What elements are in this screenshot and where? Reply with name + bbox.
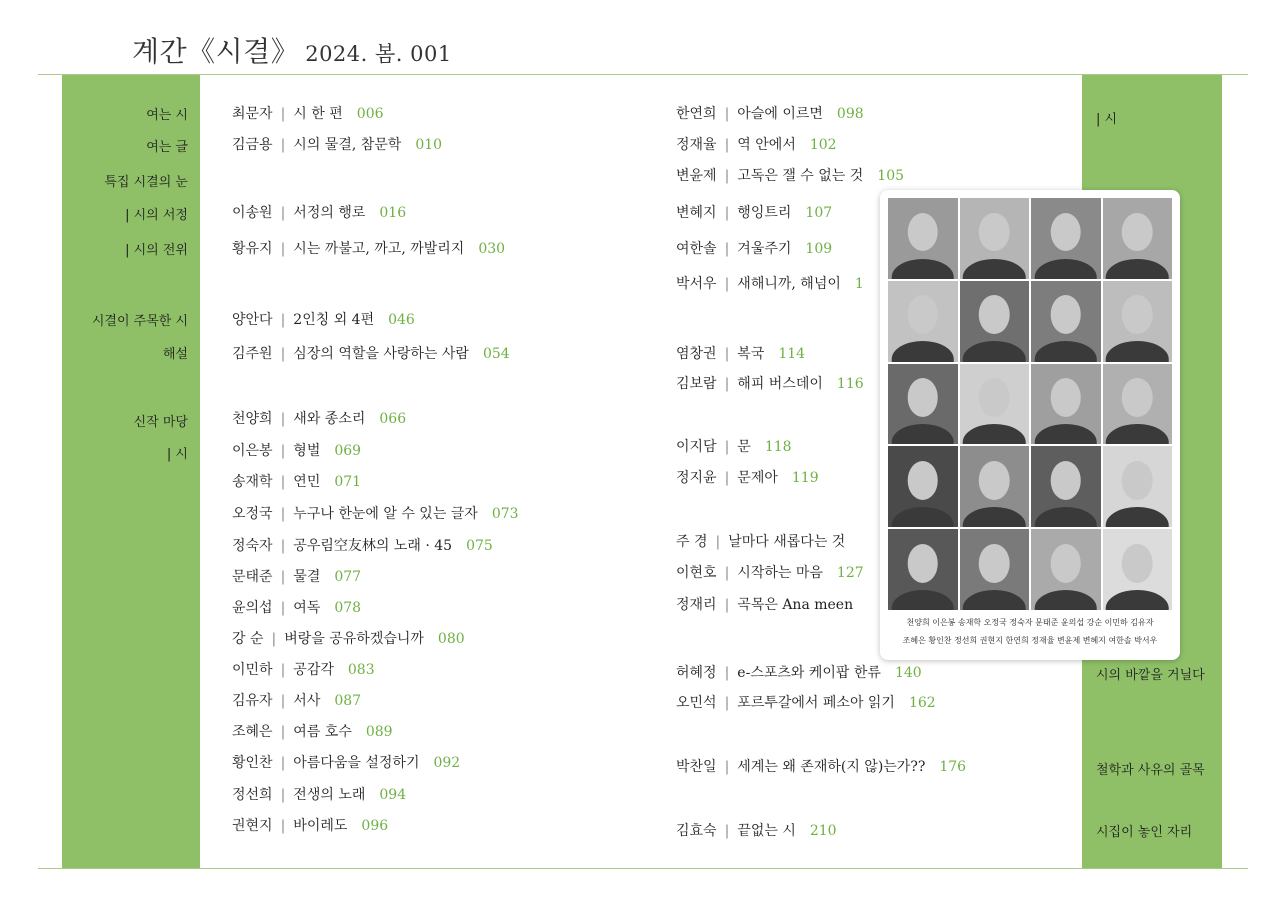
toc-title: 바이레도 [293,818,348,834]
toc-author: 천양희 [232,411,273,427]
portrait-head [979,295,1010,334]
toc-title: 시는 까불고, 까고, 까발리지 [293,241,465,257]
toc-title: 2인칭 외 4편 [293,312,375,328]
toc-separator: | [724,597,730,613]
toc-entry [676,134,837,154]
toc-page-number: 107 [805,205,833,221]
toc-separator: | [280,241,286,257]
toc-entry [676,238,832,258]
toc-page-number: 118 [764,439,792,455]
toc-page-number: 075 [466,538,493,554]
toc-separator: | [724,470,730,486]
section-label: | 시의 전위 [125,243,188,258]
portrait-body [1106,507,1169,527]
section-label: 특집 시결의 눈 [104,175,188,190]
portrait-head [1122,295,1153,334]
portrait-body [1034,259,1097,279]
toc-entry [232,238,505,258]
toc-page-number: 030 [478,241,506,257]
toc-entry [232,597,361,617]
toc-author: 김효숙 [676,823,717,839]
toc-page-number: 046 [388,312,415,328]
contributor-portrait [1103,529,1173,610]
toc-entry [232,202,406,222]
toc-author: 박찬일 [676,759,717,775]
section-label: 시집이 놓인 자리 [1096,825,1193,840]
toc-entry [676,594,867,614]
contributors-photo-card [880,190,1180,660]
toc-entry [232,103,384,123]
toc-author: 김보람 [676,376,717,392]
magazine-title: 계간《시결》 [132,35,300,68]
toc-separator: | [280,443,286,459]
toc-page-number: 077 [334,569,362,585]
toc-author: 변혜지 [676,205,717,221]
portrait-head [1122,378,1153,417]
section-label: | 시 [1096,112,1118,127]
toc-separator: | [280,662,286,678]
toc-separator: | [724,695,730,711]
contributor-portrait [1103,198,1173,279]
toc-entry [676,820,837,840]
toc-page-number: 127 [836,565,864,581]
toc-title: 벼랑을 공유하겠습니까 [284,631,424,647]
portrait-body [963,341,1026,361]
contributor-portrait [960,281,1030,362]
toc-page-number: 006 [356,106,384,122]
toc-page-number: 066 [379,411,407,427]
portrait-body [891,507,954,527]
toc-entry [232,721,393,741]
toc-entry [232,566,361,586]
toc-title: 시의 물결, 참문학 [293,137,402,153]
toc-title: 서정의 행로 [293,205,366,221]
contributor-portrait [1031,281,1101,362]
toc-entry [676,436,792,456]
toc-entry [676,662,922,682]
toc-author: 윤의섭 [232,600,273,616]
toc-separator: | [280,137,286,153]
toc-author: 오민석 [676,695,717,711]
toc-page-number: 089 [365,724,393,740]
toc-author: 최문자 [232,106,273,122]
toc-title: 공감각 [293,662,334,678]
toc-author: 송재학 [232,474,273,490]
contributor-portrait [888,198,958,279]
toc-title: 형벌 [293,443,321,459]
issue-label: 2024. 봄. 001 [305,42,452,66]
contributor-portrait [888,446,958,527]
toc-page-number: 073 [491,506,519,522]
toc-title: 여름 호수 [293,724,352,740]
section-label: 여는 시 [146,108,188,123]
portrait-body [1106,259,1169,279]
toc-page-number: 087 [334,693,362,709]
toc-page-number: 096 [361,818,389,834]
portrait-head [907,461,938,500]
toc-page-number: 114 [778,346,806,362]
portrait-body [891,590,954,610]
portrait-head [979,461,1010,500]
toc-author: 이민하 [232,662,273,678]
toc-author: 정지윤 [676,470,717,486]
toc-title: 전생의 노래 [293,787,366,803]
contributor-portrait [1103,446,1173,527]
photo-caption-line-2: 조혜은 황인찬 정선희 권현지 한연희 정재율 변윤제 변혜지 여한솔 박서우 [902,636,1158,645]
toc-author: 황인찬 [232,755,273,771]
section-label: | 시의 서정 [125,208,188,223]
toc-author: 이송원 [232,205,273,221]
toc-separator: | [280,538,286,554]
section-label: 여는 글 [146,140,188,155]
toc-page-number: 210 [809,823,837,839]
portrait-head [979,213,1010,252]
toc-author: 정재리 [676,597,717,613]
toc-separator: | [724,276,730,292]
portrait-head [1122,461,1153,500]
toc-page-number: 109 [805,241,833,257]
portrait-head [979,378,1010,417]
portrait-head [1050,378,1081,417]
toc-entry [232,690,361,710]
portrait-head [907,295,938,334]
toc-author: 양안다 [232,312,273,328]
portrait-head [1050,295,1081,334]
toc-entry [676,562,864,582]
toc-page-number: 054 [482,346,510,362]
portrait-body [1106,341,1169,361]
contributor-portrait [888,281,958,362]
section-label: 시의 바깥을 거닐다 [1096,668,1205,683]
contributor-portrait [960,446,1030,527]
toc-title: 세계는 왜 존재하(지 않)는가?? [737,759,926,775]
portrait-head [1050,544,1081,583]
toc-entry [232,408,406,428]
toc-entry [232,659,375,679]
contributor-portrait [888,364,958,445]
toc-title: 시 한 편 [293,106,343,122]
toc-title: 물결 [293,569,321,585]
toc-separator: | [280,411,286,427]
portrait-body [891,259,954,279]
toc-entry [676,202,832,222]
contributor-portrait [1031,446,1101,527]
toc-page-number: 078 [334,600,362,616]
toc-title: 새와 종소리 [293,411,366,427]
toc-title: 공우림空友林의 노래 · 45 [293,538,453,554]
section-label: 해설 [162,347,188,362]
toc-page-number: 162 [908,695,936,711]
toc-page-number: 098 [836,106,864,122]
toc-page-number: 094 [379,787,407,803]
toc-separator: | [280,106,286,122]
toc-title: 아름다움을 설정하기 [293,755,420,771]
contributor-portrait [888,529,958,610]
toc-page-number: 010 [415,137,443,153]
toc-separator: | [280,600,286,616]
toc-separator: | [280,818,286,834]
toc-separator: | [280,569,286,585]
toc-author: 권현지 [232,818,273,834]
toc-separator: | [724,759,730,775]
section-label: 신작 마당 [133,415,188,430]
portrait-body [963,590,1026,610]
toc-page-number: 016 [379,205,407,221]
toc-title: 겨울주기 [737,241,792,257]
toc-author: 오정국 [232,506,273,522]
toc-title: 서사 [293,693,321,709]
toc-title: 문제아 [737,470,778,486]
toc-entry [232,535,493,555]
issue-title [132,30,452,70]
section-label: 철학과 사유의 골목 [1096,763,1205,778]
toc-entry [232,471,361,491]
toc-page-number: 080 [437,631,465,647]
toc-author: 강 순 [232,631,264,647]
toc-author: 여한솔 [676,241,717,257]
portrait-head [1122,213,1153,252]
toc-page-number: 083 [347,662,375,678]
toc-author: 허혜정 [676,665,717,681]
toc-author: 이현호 [676,565,717,581]
portrait-head [907,213,938,252]
portrait-body [1034,341,1097,361]
toc-separator: | [724,168,730,184]
toc-page-number: 176 [939,759,967,775]
toc-separator: | [724,346,730,362]
toc-entry [232,784,406,804]
toc-entry [232,752,460,772]
portrait-body [1106,590,1169,610]
portrait-head [1050,461,1081,500]
toc-title: 역 안에서 [737,137,796,153]
toc-author: 이은봉 [232,443,273,459]
photo-caption-line-1: 천양희 이은봉 송재학 오정국 정숙자 문태준 윤의섭 강순 이민하 김유자 [906,618,1154,627]
toc-title: 누구나 한눈에 알 수 있는 글자 [293,506,478,522]
toc-separator: | [724,439,730,455]
toc-title: 행잉트리 [737,205,792,221]
toc-author: 김주원 [232,346,273,362]
contributor-portrait [960,529,1030,610]
portrait-body [1034,507,1097,527]
contributor-portrait [960,198,1030,279]
toc-title: 새해니까, 해넘이 [737,276,841,292]
toc-page-number: 119 [791,470,819,486]
toc-separator: | [724,665,730,681]
toc-entry [676,165,904,185]
toc-title: 여독 [293,600,321,616]
toc-author: 정숙자 [232,538,273,554]
toc-entry [232,134,442,154]
toc-title: 아슬에 이르면 [737,106,823,122]
portrait-body [891,424,954,444]
toc-title: 시작하는 마음 [737,565,823,581]
toc-separator: | [724,137,730,153]
toc-separator: | [724,823,730,839]
toc-separator: | [280,506,286,522]
contributor-portrait [1031,198,1101,279]
portrait-head [907,378,938,417]
portrait-body [1034,590,1097,610]
toc-separator: | [280,724,286,740]
toc-entry [676,692,936,712]
toc-entry [232,440,361,460]
toc-author: 정재율 [676,137,717,153]
toc-entry [232,503,519,523]
toc-entry [232,815,388,835]
toc-title: 끝없는 시 [737,823,796,839]
portrait-body [1106,424,1169,444]
toc-separator: | [280,693,286,709]
toc-separator: | [724,376,730,392]
toc-author: 황유지 [232,241,273,257]
toc-title: 곡목은 Ana meen [737,597,854,613]
toc-separator: | [280,787,286,803]
toc-page-number: 1 [854,276,864,292]
toc-separator: | [724,565,730,581]
toc-page-number: 102 [809,137,837,153]
toc-page-number: 071 [334,474,362,490]
toc-separator: | [724,106,730,122]
toc-entry [676,103,864,123]
toc-author: 주 경 [676,534,708,550]
toc-author: 조혜은 [232,724,273,740]
toc-separator: | [280,205,286,221]
contributors-photo-grid [888,198,1172,610]
toc-entry [676,756,966,776]
portrait-head [1050,213,1081,252]
left-sidebar [62,75,200,868]
toc-author: 김금용 [232,137,273,153]
toc-page-number: 140 [894,665,922,681]
toc-entry [676,343,805,363]
portrait-head [907,544,938,583]
contributor-portrait [1103,281,1173,362]
portrait-head [979,544,1010,583]
toc-separator: | [271,631,277,647]
toc-separator: | [724,241,730,257]
toc-title: 고독은 잴 수 없는 것 [737,168,864,184]
toc-entry [676,531,859,551]
toc-entry [676,467,819,487]
toc-author: 변윤제 [676,168,717,184]
toc-page-number: 116 [836,376,864,392]
portrait-body [963,424,1026,444]
portrait-body [963,259,1026,279]
portrait-body [963,507,1026,527]
toc-author: 문태준 [232,569,273,585]
toc-page-number: 105 [877,168,905,184]
toc-entry [232,628,465,648]
toc-title: 심장의 역할을 사랑하는 사람 [293,346,469,362]
contributor-portrait [1031,364,1101,445]
toc-entry [232,309,415,329]
contributor-portrait [960,364,1030,445]
contributor-portrait [1103,364,1173,445]
toc-author: 정선희 [232,787,273,803]
toc-title: 날마다 새롭다는 것 [728,534,846,550]
toc-title: 연민 [293,474,321,490]
toc-title: 문 [737,439,751,455]
toc-title: 포르투갈에서 페소아 읽기 [737,695,895,711]
toc-author: 한연희 [676,106,717,122]
toc-author: 염창권 [676,346,717,362]
section-label: | 시 [166,447,188,462]
toc-separator: | [280,312,286,328]
portrait-head [1122,544,1153,583]
toc-title: 해피 버스데이 [737,376,823,392]
toc-title: 복국 [737,346,765,362]
toc-entry [676,373,864,393]
toc-separator: | [280,346,286,362]
section-label: 시결이 주목한 시 [91,314,188,329]
portrait-body [1034,424,1097,444]
toc-page-number: 092 [433,755,461,771]
contributor-portrait [1031,529,1101,610]
toc-title: e-스포츠와 케이팝 한류 [737,665,881,681]
portrait-body [891,341,954,361]
toc-page-number: 069 [334,443,362,459]
toc-separator: | [715,534,721,550]
toc-separator: | [724,205,730,221]
toc-entry [232,343,510,363]
toc-separator: | [280,755,286,771]
bottom-rule [38,868,1248,869]
toc-separator: | [280,474,286,490]
toc-author: 박서우 [676,276,717,292]
toc-author: 이지담 [676,439,717,455]
toc-entry [676,273,864,293]
toc-author: 김유자 [232,693,273,709]
